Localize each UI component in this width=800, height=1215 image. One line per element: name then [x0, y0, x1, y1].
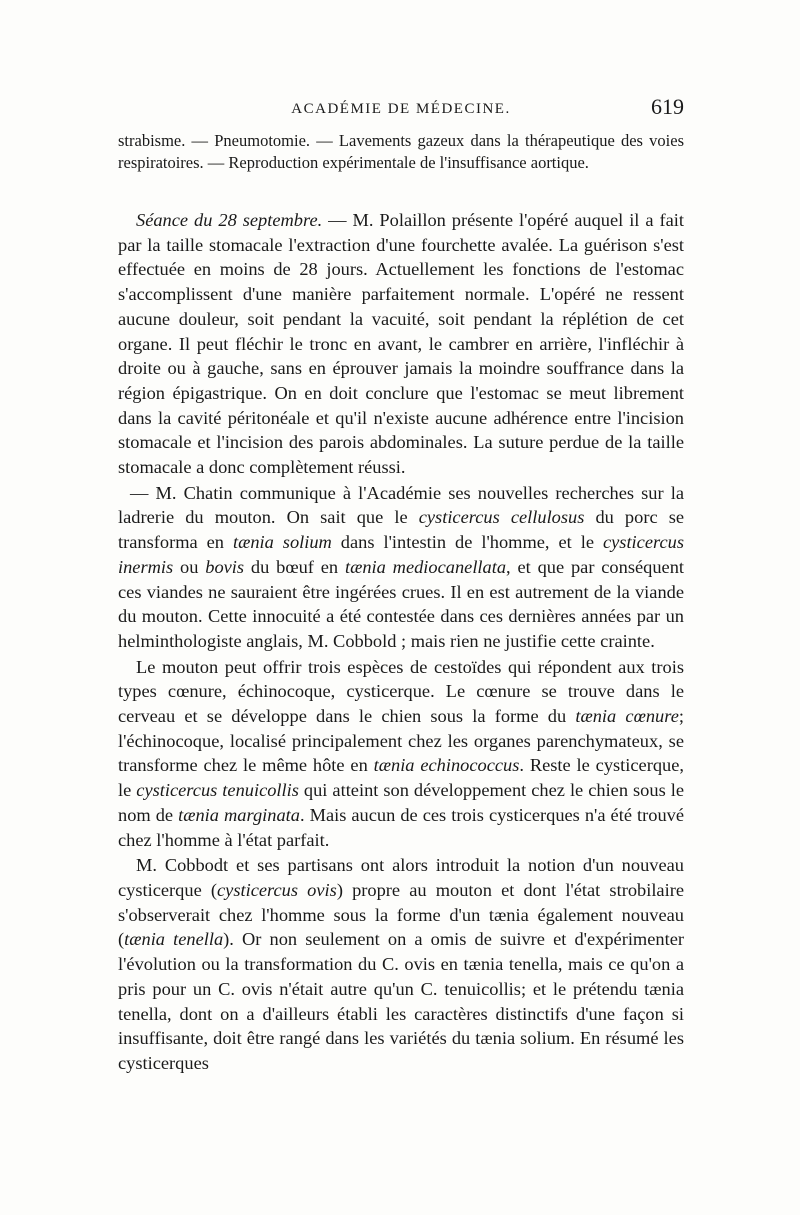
- text-run: , et que par conséquent ces viandes ne sauraient être ingérées crues. Il en est autrement de la viande du mouton. Cette innocuité a été contestée dans ces dernières années par un helminthologiste anglais, M. Cobbold ; mais rien ne justifie cette crainte.: [118, 556, 685, 651]
- text-run: M. Cobbodt et ses partisans ont alors introduit la notion d'un nouveau cysticerque (: [118, 855, 684, 900]
- summary-paragraph: [118, 130, 684, 174]
- text-run: ). Or non seulement on a omis de suivre et d'expérimenter l'évolution ou la transformation du C. ovis en tænia tenella, mais ce qu'on a pris pour un C. ovis n'était autre qu'un C. tenuicollis; et le prétendu tænia tenella, dont on a d'ailleurs établi les caractères distinctifs d'une façon si insuffisante, doit être rangé dans les variétés du tænia solium. En résumé les cysticerques: [118, 929, 684, 1073]
- text-run: ; l'échinocoque, localisé principalement chez les organes parenchymateux, se transforme chez le même hôte en: [118, 706, 684, 776]
- species-name: tænia solium: [232, 532, 332, 553]
- species-name: tænia mediocanellata: [344, 556, 507, 577]
- species-name: tænia cœnure: [575, 706, 679, 727]
- text-run: ) propre au mouton et dont l'état strobilaire s'observerait chez l'homme sous la forme d'un tænia également nouveau (: [118, 879, 684, 950]
- species-name: cysticercus cellulosus: [418, 507, 585, 528]
- paragraph-text: — M. Polaillon présente l'opéré auquel il a fait par la taille stomacale l'extraction d'une fourchette avalée. La guérison s'est effectuée en moins de 28 jours. Actuellement les fonctions de l'estomac s'accomplissent d'une manière parfaitement normale. L'opéré ne ressent aucune douleur, soit pendant la vacuité, soit pendant la réplétion de cet organe. Il peut fléchir le tronc en avant, le cambrer en arrière, l'infléchir à droite ou à gauche, sans en éprouver jamais la moindre souffrance dans la région épigastrique. On en doit conclure que l'estomac se meut librement dans la cavité péritonéale et qu'il n'existe aucune adhérence entre l'incision stomacale et l'incision des parois abdominales. La suture perdue de la taille stomacale a donc complètement réussi.: [118, 210, 684, 478]
- species-name: bovis: [205, 556, 245, 577]
- text-run: dans l'intestin de l'homme, et le: [331, 532, 603, 553]
- text-run: du porc se transforma en: [118, 507, 685, 553]
- paragraph-polaillon: [118, 208, 684, 480]
- running-title: ACADÉMIE DE MÉDECINE.: [291, 101, 511, 117]
- running-head: [118, 96, 684, 122]
- species-name: cysticercus ovis: [217, 879, 337, 900]
- text-run: — M. Chatin communique à l'Académie ses nouvelles recherches sur la ladrerie du mouton. On sait que le: [118, 482, 684, 528]
- text-run: Le mouton peut offrir trois espèces de cestoïdes qui répondent aux trois types cœnure, échinocoque, cysticerque. Le cœnure se trouve dans le cerveau et se développe dans le chien sous la forme du: [118, 656, 684, 727]
- page-number: 619: [651, 94, 684, 119]
- paragraph-chatin: [118, 481, 684, 654]
- text-run: qui atteint son développement chez le chien sous le nom de: [118, 780, 685, 825]
- text-run: du bœuf en: [244, 556, 345, 577]
- text-run: ou: [173, 556, 206, 577]
- body-text: [118, 208, 684, 1076]
- text-run: . Reste le cysticerque, le: [118, 755, 684, 801]
- species-name: cysticercus inermis: [118, 532, 684, 577]
- summary-text: strabisme. — Pneumotomie. — Lavements gazeux dans la thérapeutique des voies respiratoires. — Reproduction expérimentale de l'insuffisance aortique.: [118, 131, 684, 172]
- text-run: . Mais aucun de ces trois cysticerques n'a été trouvé chez l'homme à l'état parfait.: [118, 804, 684, 850]
- species-name: tænia tenella: [124, 929, 224, 950]
- species-name: tænia marginata: [178, 804, 300, 825]
- species-name: cysticercus tenuicollis: [136, 780, 299, 801]
- species-name: tænia echinococcus: [373, 755, 520, 776]
- paragraph-cobbold: [118, 853, 684, 1075]
- paragraph-cestoides: [118, 655, 684, 853]
- session-date: Séance du 28 septembre.: [136, 210, 323, 230]
